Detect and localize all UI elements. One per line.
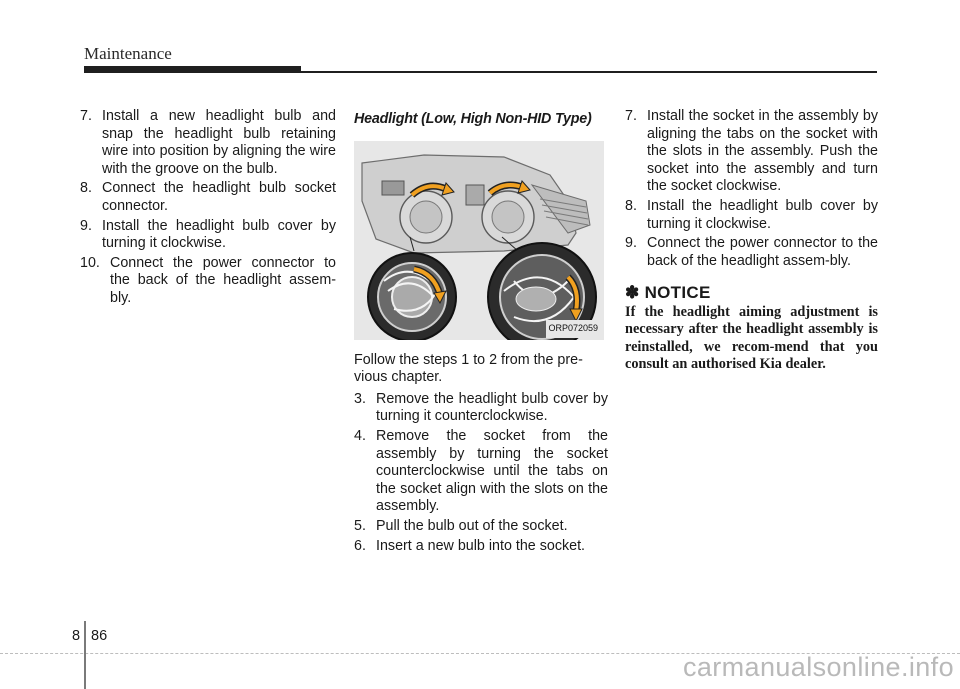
step-text: Connect the headlight bulb socket connector. bbox=[102, 180, 336, 214]
list-item bbox=[625, 235, 878, 270]
middle-steps-list bbox=[354, 391, 608, 555]
notice-heading bbox=[625, 284, 878, 302]
step-text: Connect the power connector to the back of the headlight assem-bly. bbox=[647, 235, 878, 269]
list-item bbox=[80, 255, 336, 308]
step-text: Install the headlight bulb cover by turning it clockwise. bbox=[102, 217, 336, 252]
left-column bbox=[80, 108, 336, 310]
step-text: Install the socket in the assembly by aligning the tabs on the socket with the slots in the assembly. Push the socket into the assembly and turn the socket clockwise. bbox=[647, 108, 878, 195]
list-item bbox=[625, 108, 878, 196]
chapter-number: 8 bbox=[72, 628, 81, 644]
step-number: 6. bbox=[354, 537, 366, 554]
notice-star-icon: ✽ bbox=[625, 283, 640, 303]
step-text: Insert a new bulb into the socket. bbox=[376, 537, 586, 554]
step-number: 9. bbox=[80, 217, 92, 234]
step-text: Connect the power connector to the back of the headlight assem-bly. bbox=[110, 254, 336, 306]
headlight-figure bbox=[354, 141, 604, 340]
list-item bbox=[354, 428, 608, 516]
section-title: Maintenance bbox=[84, 44, 172, 63]
step-number: 9. bbox=[625, 235, 637, 252]
intro-paragraph: Follow the steps 1 to 2 from the pre-vious chapter. bbox=[354, 351, 583, 386]
watermark: carmanualsonline.info bbox=[682, 652, 954, 682]
right-steps-list bbox=[625, 108, 878, 270]
step-number: 7. bbox=[625, 108, 637, 124]
list-item bbox=[354, 391, 608, 426]
step-text: Pull the bulb out of the socket. bbox=[376, 517, 568, 534]
middle-column bbox=[354, 111, 608, 557]
step-text: Install the headlight bulb cover by turning it clockwise. bbox=[647, 197, 878, 232]
notice-body: If the headlight aiming adjustment is necessary after the headlight assembly is reinstalled, we recom-mend that you consult an authorised Kia dealer. bbox=[625, 303, 878, 373]
figure-code: ORP072059 bbox=[546, 320, 600, 338]
list-item bbox=[625, 198, 878, 233]
page-number: 86 bbox=[91, 628, 108, 644]
step-number: 8. bbox=[80, 180, 92, 197]
step-number: 4. bbox=[354, 427, 366, 444]
list-item bbox=[80, 218, 336, 253]
step-text: Remove the headlight bulb cover by turning it counterclockwise. bbox=[376, 390, 608, 425]
step-text: Install a new headlight bulb and snap the headlight bulb retaining wire into position by aligning the wire with the groove on the bulb. bbox=[102, 108, 336, 177]
right-column bbox=[625, 108, 878, 374]
step-number: 10. bbox=[80, 254, 100, 271]
list-item bbox=[80, 180, 336, 215]
list-item bbox=[354, 518, 608, 536]
footer-divider bbox=[84, 621, 86, 689]
header-rule-thick bbox=[84, 66, 301, 73]
step-number: 3. bbox=[354, 390, 366, 407]
step-number: 8. bbox=[625, 197, 637, 214]
header-rule-thin bbox=[301, 71, 877, 73]
subheading: Headlight (Low, High Non-HID Type) bbox=[354, 111, 592, 127]
list-item bbox=[80, 108, 336, 178]
step-number: 5. bbox=[354, 517, 366, 534]
notice-title: NOTICE bbox=[644, 283, 711, 303]
list-item bbox=[354, 538, 608, 556]
step-number: 7. bbox=[80, 108, 92, 124]
headlight-illustration bbox=[354, 141, 604, 340]
left-steps-list bbox=[80, 108, 336, 308]
step-text: Remove the socket from the assembly by turning the socket counterclockwise until the tabs on the socket align with the slots on the assembly. bbox=[376, 427, 608, 515]
